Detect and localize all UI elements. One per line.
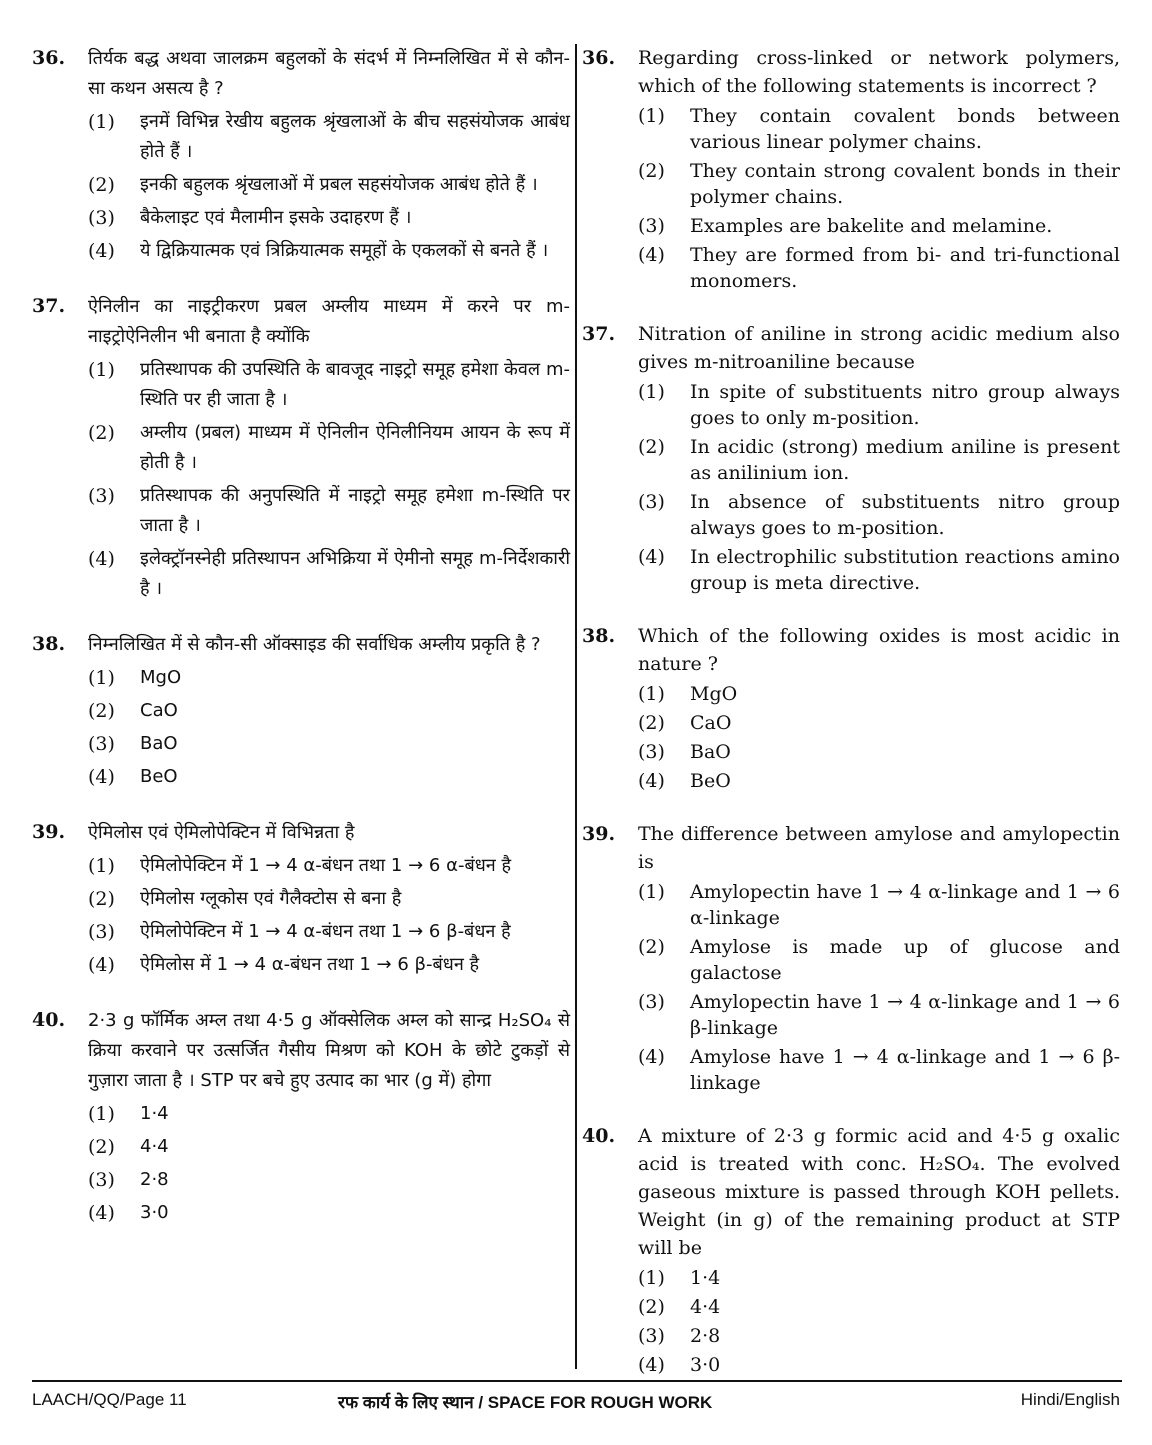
option-number: (4): [638, 770, 665, 792]
option-text: 4·4: [690, 1296, 721, 1318]
option-text: They are formed from bi- and tri-functional monomers.: [690, 244, 1120, 292]
option-text: ऐमिलोस में 1 → 4 α-बंधन तथा 1 → 6 β-बंधन है: [140, 954, 480, 975]
question-38: [32, 630, 570, 792]
option-text: अम्लीय (प्रबल) माध्यम में ऐनिलीन ऐनिलीनियम आयन के रूप में होती है ।: [140, 422, 570, 473]
question-number: 36.: [32, 47, 66, 69]
option-number: (1): [638, 1267, 665, 1289]
option-text: BaO: [690, 741, 731, 763]
option-item: [88, 236, 570, 266]
footer-rule: [32, 1380, 1122, 1382]
option-item: [88, 544, 570, 604]
options-list: [582, 379, 1120, 596]
option-text: 2·8: [140, 1169, 169, 1190]
option-number: (3): [88, 207, 115, 229]
option-item: [638, 934, 1120, 986]
option-text: प्रतिस्थापक की अनुपस्थिति में नाइट्रो समूह हमेशा m-स्थिति पर जाता है ।: [140, 485, 570, 536]
option-number: (1): [638, 683, 665, 705]
option-text: प्रतिस्थापक की उपस्थिति के बावजूद नाइट्रो समूह हमेशा केवल m-स्थिति पर ही जाता है ।: [140, 359, 570, 410]
option-number: (3): [88, 485, 115, 507]
option-item: [638, 768, 1120, 794]
option-text: 3·0: [690, 1354, 721, 1376]
option-item: [88, 1132, 570, 1162]
options-list: [32, 851, 570, 980]
option-item: [638, 1294, 1120, 1320]
question-text: A mixture of 2·3 g formic acid and 4·5 g oxalic acid is treated with conc. H₂SO₄. The evolved gaseous mixture is passed through KOH pellets. Weight (in g) of the remaining product at STP will be: [638, 1125, 1120, 1259]
option-number: (1): [88, 1103, 115, 1125]
question-36: [582, 44, 1120, 294]
option-item: [638, 1044, 1120, 1096]
option-number: (4): [88, 766, 115, 788]
question-37: [582, 320, 1120, 596]
option-text: इनमें विभिन्न रेखीय बहुलक श्रृंखलाओं के बीच सहसंयोजक आबंध होते हैं ।: [140, 111, 570, 162]
column-divider: [575, 44, 577, 1369]
option-text: They contain covalent bonds between various linear polymer chains.: [690, 105, 1120, 153]
option-item: [638, 879, 1120, 931]
question-number: 38.: [32, 633, 66, 655]
question-text: ऐमिलोस एवं ऐमिलोपेक्टिन में विभिन्नता है: [88, 822, 355, 843]
option-text: MgO: [690, 683, 738, 705]
option-text: CaO: [690, 712, 732, 734]
option-text: Examples are bakelite and melamine.: [690, 215, 1053, 237]
option-text: ये द्विक्रियात्मक एवं त्रिक्रियात्मक समूहों के एकलकों से बनते हैं ।: [140, 240, 549, 261]
option-number: (2): [638, 712, 665, 734]
page-code: LAACH/QQ/Page 11: [32, 1390, 187, 1409]
options-list: [582, 681, 1120, 794]
option-item: [638, 544, 1120, 596]
option-number: (4): [638, 546, 665, 568]
option-text: CaO: [140, 700, 178, 721]
option-number: (2): [638, 1296, 665, 1318]
option-number: (3): [638, 741, 665, 763]
option-item: [88, 950, 570, 980]
question-text: निम्नलिखित में से कौन-सी ऑक्साइड की सर्वाधिक अम्लीय प्रकृति है ?: [88, 634, 541, 655]
option-item: [638, 213, 1120, 239]
option-text: Amylopectin have 1 → 4 α-linkage and 1 → 6 α-linkage: [690, 881, 1120, 929]
option-text: बैकेलाइट एवं मैलामीन इसके उदाहरण हैं ।: [140, 207, 412, 228]
options-list: [582, 879, 1120, 1096]
option-text: ऐमिलोपेक्टिन में 1 → 4 α-बंधन तथा 1 → 6 β-बंधन है: [140, 921, 511, 942]
option-number: (3): [638, 991, 665, 1013]
option-text: In spite of substituents nitro group always goes to only m-position.: [690, 381, 1120, 429]
option-item: [88, 170, 570, 200]
question-text: The difference between amylose and amylopectin is: [638, 823, 1120, 873]
question-text: Regarding cross-linked or network polymers, which of the following statements is incorrect ?: [638, 47, 1120, 97]
option-item: [88, 203, 570, 233]
option-number: (4): [638, 1046, 665, 1068]
option-text: In absence of substituents nitro group always goes to m-position.: [690, 491, 1120, 539]
option-item: [88, 107, 570, 167]
option-text: BeO: [690, 770, 731, 792]
option-text: 1·4: [690, 1267, 721, 1289]
option-number: (1): [88, 667, 115, 689]
option-text: 1·4: [140, 1103, 169, 1124]
option-item: [88, 663, 570, 693]
options-list: [582, 103, 1120, 294]
option-number: (3): [638, 215, 665, 237]
option-number: (1): [638, 881, 665, 903]
question-39: [582, 820, 1120, 1096]
option-number: (1): [638, 105, 665, 127]
question-text: Which of the following oxides is most acidic in nature ?: [638, 625, 1120, 675]
question-number: 36.: [582, 47, 616, 69]
option-number: (2): [638, 160, 665, 182]
option-text: In acidic (strong) medium aniline is present as anilinium ion.: [690, 436, 1120, 484]
question-text: 2·3 g फॉर्मिक अम्ल तथा 4·5 g ऑक्सेलिक अम्ल को सान्द्र H₂SO₄ से क्रिया करवाने पर उत्सर्जित गैसीय मिश्रण को KOH के छोटे टुकड़ों से गुज़ारा जाता है । STP पर बचे हुए उत्पाद का भार (g में) होगा: [88, 1010, 570, 1091]
question-number: 38.: [582, 625, 616, 647]
option-item: [88, 1198, 570, 1228]
hindi-column: [32, 44, 570, 1254]
option-number: (3): [638, 491, 665, 513]
option-number: (2): [88, 422, 115, 444]
option-text: ऐमिलोस ग्लूकोस एवं गैलैक्टोस से बना है: [140, 888, 402, 909]
question-40: [582, 1122, 1120, 1378]
option-item: [638, 710, 1120, 736]
options-list: [32, 107, 570, 266]
option-number: (4): [88, 548, 115, 570]
option-number: (1): [88, 359, 115, 381]
option-number: (3): [638, 1325, 665, 1347]
option-number: (1): [88, 111, 115, 133]
option-text: ऐमिलोपेक्टिन में 1 → 4 α-बंधन तथा 1 → 6 α-बंधन है: [140, 855, 512, 876]
question-40: [32, 1006, 570, 1228]
option-item: [88, 1099, 570, 1129]
options-list: [582, 1265, 1120, 1378]
option-item: [88, 762, 570, 792]
question-36: [32, 44, 570, 266]
option-text: 2·8: [690, 1325, 721, 1347]
option-item: [638, 158, 1120, 210]
question-number: 39.: [32, 821, 66, 843]
option-number: (4): [88, 1202, 115, 1224]
question-37: [32, 292, 570, 604]
question-number: 40.: [582, 1125, 616, 1147]
question-text: Nitration of aniline in strong acidic medium also gives m-nitroaniline because: [638, 323, 1120, 373]
option-text: Amylose is made up of glucose and galactose: [690, 936, 1120, 984]
option-text: Amylose have 1 → 4 α-linkage and 1 → 6 β-linkage: [690, 1046, 1120, 1094]
option-item: [88, 851, 570, 881]
option-number: (2): [638, 936, 665, 958]
option-item: [638, 1352, 1120, 1378]
option-number: (4): [638, 244, 665, 266]
options-list: [32, 355, 570, 604]
question-text: तिर्यक बद्ध अथवा जालक्रम बहुलकों के संदर्भ में निम्नलिखित में से कौन-सा कथन असत्य है ?: [88, 48, 570, 99]
option-item: [638, 103, 1120, 155]
option-text: MgO: [140, 667, 182, 688]
question-number: 39.: [582, 823, 616, 845]
option-number: (2): [88, 700, 115, 722]
option-item: [88, 884, 570, 914]
question-number: 37.: [582, 323, 616, 345]
english-column: [582, 44, 1120, 1404]
option-number: (2): [88, 888, 115, 910]
question-number: 40.: [32, 1009, 66, 1031]
option-number: (3): [88, 921, 115, 943]
option-text: इलेक्ट्रॉनस्नेही प्रतिस्थापन अभिक्रिया में ऐमीनो समूह m-निर्देशकारी है ।: [140, 548, 570, 599]
option-item: [638, 489, 1120, 541]
option-item: [638, 681, 1120, 707]
option-item: [638, 1265, 1120, 1291]
option-number: (4): [638, 1354, 665, 1376]
option-number: (2): [638, 436, 665, 458]
question-39: [32, 818, 570, 980]
option-number: (1): [88, 855, 115, 877]
option-item: [88, 696, 570, 726]
option-number: (4): [88, 240, 115, 262]
option-number: (2): [88, 174, 115, 196]
option-number: (3): [88, 1169, 115, 1191]
option-item: [88, 418, 570, 478]
option-text: They contain strong covalent bonds in their polymer chains.: [690, 160, 1120, 208]
option-text: BeO: [140, 766, 178, 787]
option-number: (4): [88, 954, 115, 976]
option-item: [88, 481, 570, 541]
option-text: 3·0: [140, 1202, 169, 1223]
question-text: ऐनिलीन का नाइट्रीकरण प्रबल अम्लीय माध्यम में करने पर m-नाइट्रोऐनिलीन भी बनाता है क्योंकि: [88, 296, 570, 347]
language-label: Hindi/English: [1020, 1390, 1120, 1409]
option-item: [638, 242, 1120, 294]
option-number: (3): [88, 733, 115, 755]
option-item: [88, 355, 570, 415]
option-item: [88, 729, 570, 759]
option-text: BaO: [140, 733, 178, 754]
question-number: 37.: [32, 295, 66, 317]
option-item: [88, 917, 570, 947]
rough-work-label: रफ कार्य के लिए स्थान / SPACE FOR ROUGH WORK: [338, 1393, 713, 1412]
option-item: [638, 989, 1120, 1041]
options-list: [32, 663, 570, 792]
option-item: [638, 434, 1120, 486]
option-number: (1): [638, 381, 665, 403]
option-text: 4·4: [140, 1136, 169, 1157]
option-text: Amylopectin have 1 → 4 α-linkage and 1 → 6 β-linkage: [690, 991, 1120, 1039]
option-item: [88, 1165, 570, 1195]
option-text: इनकी बहुलक श्रृंखलाओं में प्रबल सहसंयोजक आबंध होते हैं ।: [140, 174, 538, 195]
option-item: [638, 379, 1120, 431]
option-number: (2): [88, 1136, 115, 1158]
option-item: [638, 739, 1120, 765]
option-item: [638, 1323, 1120, 1349]
question-38: [582, 622, 1120, 794]
options-list: [32, 1099, 570, 1228]
option-text: In electrophilic substitution reactions amino group is meta directive.: [690, 546, 1120, 594]
